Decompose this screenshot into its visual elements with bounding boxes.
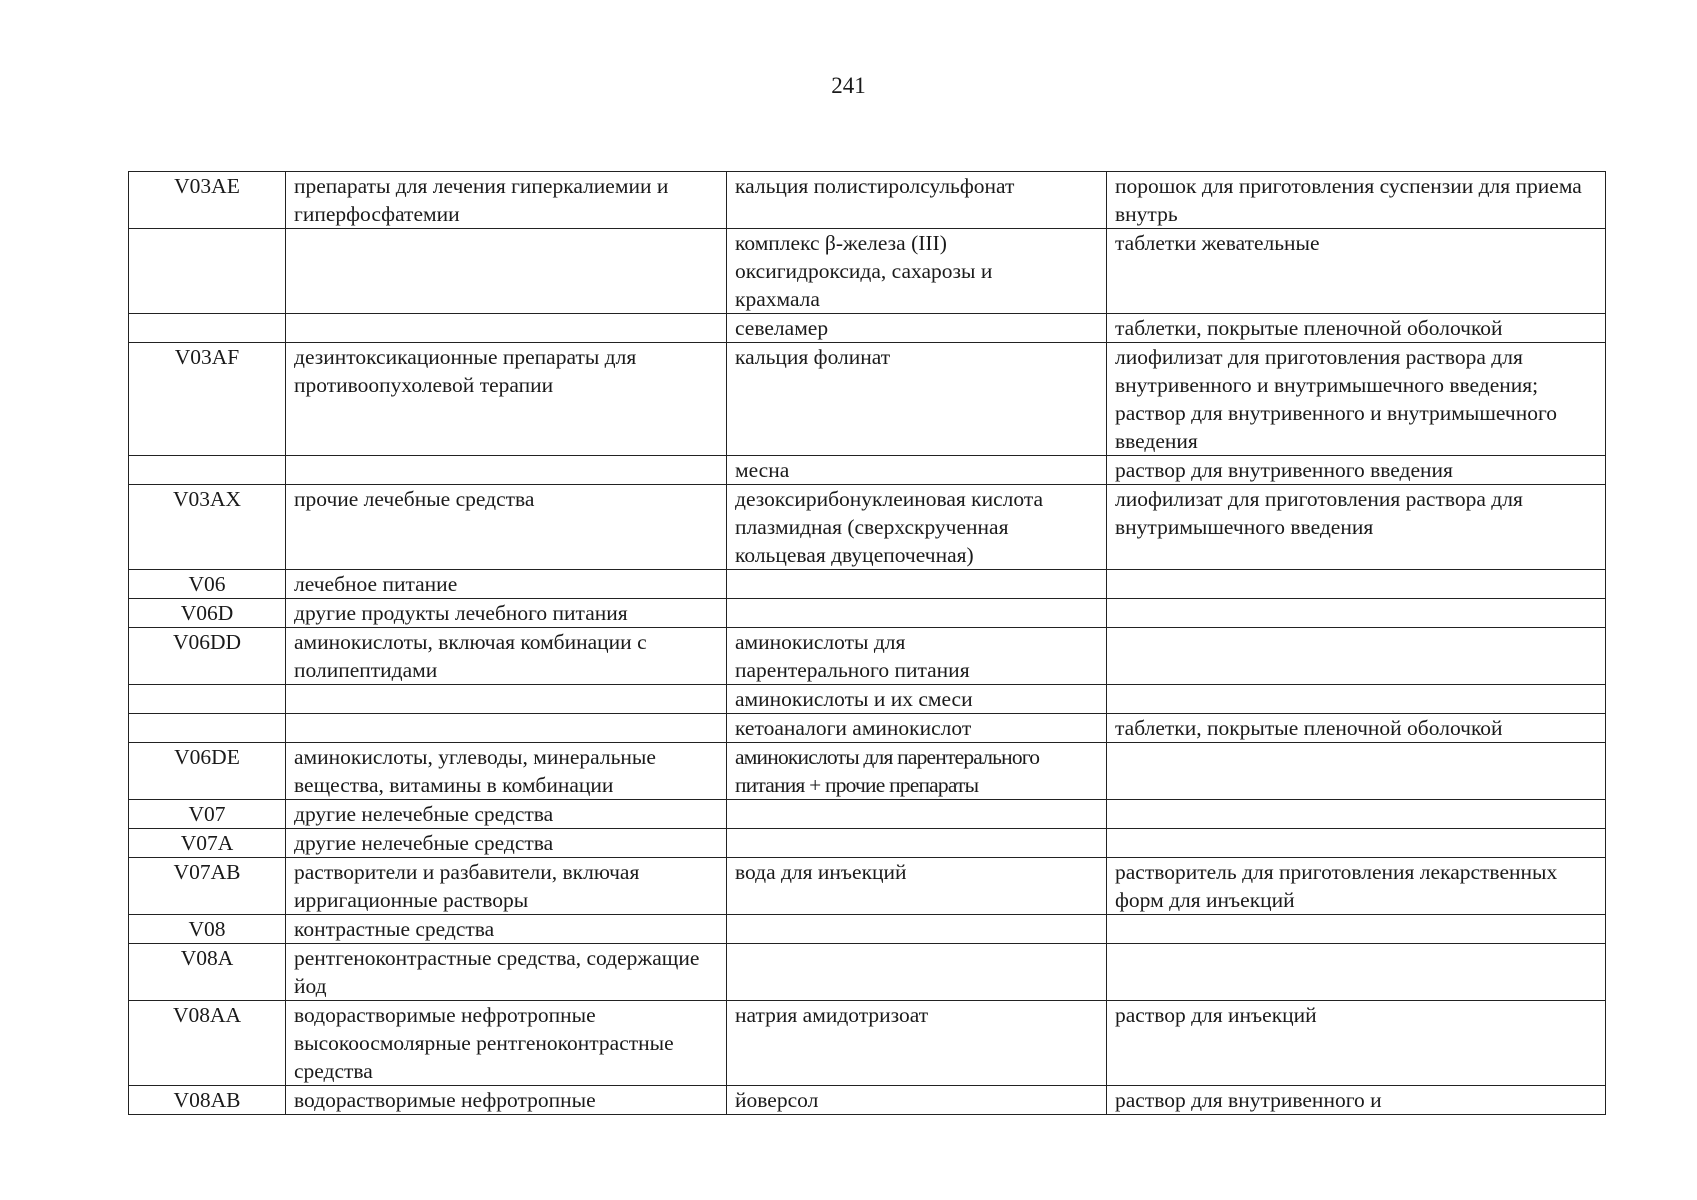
dosage-form-cell xyxy=(1107,685,1606,714)
pharmacological-group-cell: другие нелечебные средства xyxy=(286,829,727,858)
active-substance-cell xyxy=(727,944,1107,1001)
dosage-form-cell xyxy=(1107,800,1606,829)
active-substance-cell xyxy=(727,829,1107,858)
dosage-form-cell: лиофилизат для приготовления раствора для внутривенного и внутримышечного введения; раствор для внутривенного и внутримышечного введения xyxy=(1107,343,1606,456)
pharmacological-group-cell: аминокислоты, включая комбинации с полипептидами xyxy=(286,628,727,685)
active-substance-cell: дезоксирибонуклеиновая кислота плазмидная (сверхскрученная кольцевая двуцепочечная) xyxy=(727,485,1107,570)
table-row xyxy=(129,343,1606,456)
dosage-form-cell: таблетки, покрытые пленочной оболочкой xyxy=(1107,714,1606,743)
pharmacological-group-cell: водорастворимые нефротропные высокоосмолярные рентгеноконтрастные средства xyxy=(286,1001,727,1086)
atc-code-cell: V06 xyxy=(129,570,286,599)
atc-code-cell: V07AB xyxy=(129,858,286,915)
active-substance-cell: кальция полистиролсульфонат xyxy=(727,172,1107,229)
active-substance-cell xyxy=(727,915,1107,944)
table-row xyxy=(129,743,1606,800)
table-row xyxy=(129,172,1606,229)
table-row xyxy=(129,944,1606,1001)
table-row xyxy=(129,714,1606,743)
pharmacological-group-cell xyxy=(286,314,727,343)
active-substance-cell: кальция фолинат xyxy=(727,343,1107,456)
active-substance-cell: аминокислоты для парентерального питания + прочие препараты xyxy=(727,743,1107,800)
drug-table-container xyxy=(128,171,1605,1115)
pharmacological-group-cell: прочие лечебные средства xyxy=(286,485,727,570)
dosage-form-cell xyxy=(1107,944,1606,1001)
table-row xyxy=(129,628,1606,685)
dosage-form-cell: таблетки, покрытые пленочной оболочкой xyxy=(1107,314,1606,343)
table-row xyxy=(129,1001,1606,1086)
table-row xyxy=(129,829,1606,858)
atc-code-cell xyxy=(129,229,286,314)
pharmacological-group-cell: водорастворимые нефротропные xyxy=(286,1086,727,1115)
dosage-form-cell: порошок для приготовления суспензии для приема внутрь xyxy=(1107,172,1606,229)
table-row xyxy=(129,1086,1606,1115)
table-row xyxy=(129,570,1606,599)
dosage-form-cell xyxy=(1107,915,1606,944)
pharmacological-group-cell: аминокислоты, углеводы, минеральные вещества, витамины в комбинации xyxy=(286,743,727,800)
pharmacological-group-cell: контрастные средства xyxy=(286,915,727,944)
table-row xyxy=(129,485,1606,570)
table-row xyxy=(129,685,1606,714)
active-substance-cell: аминокислоты для парентерального питания xyxy=(727,628,1107,685)
atc-code-cell xyxy=(129,685,286,714)
dosage-form-cell: раствор для инъекций xyxy=(1107,1001,1606,1086)
active-substance-cell: натрия амидотризоат xyxy=(727,1001,1107,1086)
dosage-form-cell xyxy=(1107,743,1606,800)
drug-classification-table xyxy=(128,171,1606,1115)
pharmacological-group-cell: другие нелечебные средства xyxy=(286,800,727,829)
atc-code-cell: V03AE xyxy=(129,172,286,229)
dosage-form-cell xyxy=(1107,570,1606,599)
atc-code-cell xyxy=(129,714,286,743)
active-substance-cell xyxy=(727,599,1107,628)
active-substance-cell xyxy=(727,570,1107,599)
pharmacological-group-cell xyxy=(286,714,727,743)
table-row xyxy=(129,915,1606,944)
pharmacological-group-cell xyxy=(286,229,727,314)
atc-code-cell: V06D xyxy=(129,599,286,628)
active-substance-cell: севеламер xyxy=(727,314,1107,343)
pharmacological-group-cell xyxy=(286,456,727,485)
atc-code-cell: V07 xyxy=(129,800,286,829)
pharmacological-group-cell: лечебное питание xyxy=(286,570,727,599)
active-substance-cell xyxy=(727,800,1107,829)
pharmacological-group-cell: растворители и разбавители, включая ирригационные растворы xyxy=(286,858,727,915)
active-substance-cell: аминокислоты и их смеси xyxy=(727,685,1107,714)
atc-code-cell xyxy=(129,456,286,485)
atc-code-cell: V03AX xyxy=(129,485,286,570)
table-row xyxy=(129,229,1606,314)
dosage-form-cell: раствор для внутривенного и xyxy=(1107,1086,1606,1115)
dosage-form-cell: таблетки жевательные xyxy=(1107,229,1606,314)
atc-code-cell: V08A xyxy=(129,944,286,1001)
atc-code-cell: V07A xyxy=(129,829,286,858)
dosage-form-cell xyxy=(1107,628,1606,685)
active-substance-cell: кетоаналоги аминокислот xyxy=(727,714,1107,743)
dosage-form-cell xyxy=(1107,829,1606,858)
dosage-form-cell xyxy=(1107,599,1606,628)
active-substance-cell: йоверсол xyxy=(727,1086,1107,1115)
pharmacological-group-cell xyxy=(286,685,727,714)
atc-code-cell: V08AA xyxy=(129,1001,286,1086)
atc-code-cell: V08 xyxy=(129,915,286,944)
table-row xyxy=(129,858,1606,915)
table-row xyxy=(129,800,1606,829)
dosage-form-cell: растворитель для приготовления лекарственных форм для инъекций xyxy=(1107,858,1606,915)
pharmacological-group-cell: препараты для лечения гиперкалиемии и гиперфосфатемии xyxy=(286,172,727,229)
dosage-form-cell: раствор для внутривенного введения xyxy=(1107,456,1606,485)
active-substance-cell: месна xyxy=(727,456,1107,485)
table-row xyxy=(129,456,1606,485)
table-row xyxy=(129,314,1606,343)
active-substance-cell: вода для инъекций xyxy=(727,858,1107,915)
atc-code-cell: V03AF xyxy=(129,343,286,456)
atc-code-cell: V06DE xyxy=(129,743,286,800)
atc-code-cell xyxy=(129,314,286,343)
atc-code-cell: V06DD xyxy=(129,628,286,685)
page-number: 241 xyxy=(831,73,866,98)
active-substance-cell: комплекс β-железа (III) оксигидроксида, сахарозы и крахмала xyxy=(727,229,1107,314)
table-row xyxy=(129,599,1606,628)
dosage-form-cell: лиофилизат для приготовления раствора для внутримышечного введения xyxy=(1107,485,1606,570)
pharmacological-group-cell: дезинтоксикационные препараты для противоопухолевой терапии xyxy=(286,343,727,456)
pharmacological-group-cell: рентгеноконтрастные средства, содержащие йод xyxy=(286,944,727,1001)
pharmacological-group-cell: другие продукты лечебного питания xyxy=(286,599,727,628)
atc-code-cell: V08AB xyxy=(129,1086,286,1115)
